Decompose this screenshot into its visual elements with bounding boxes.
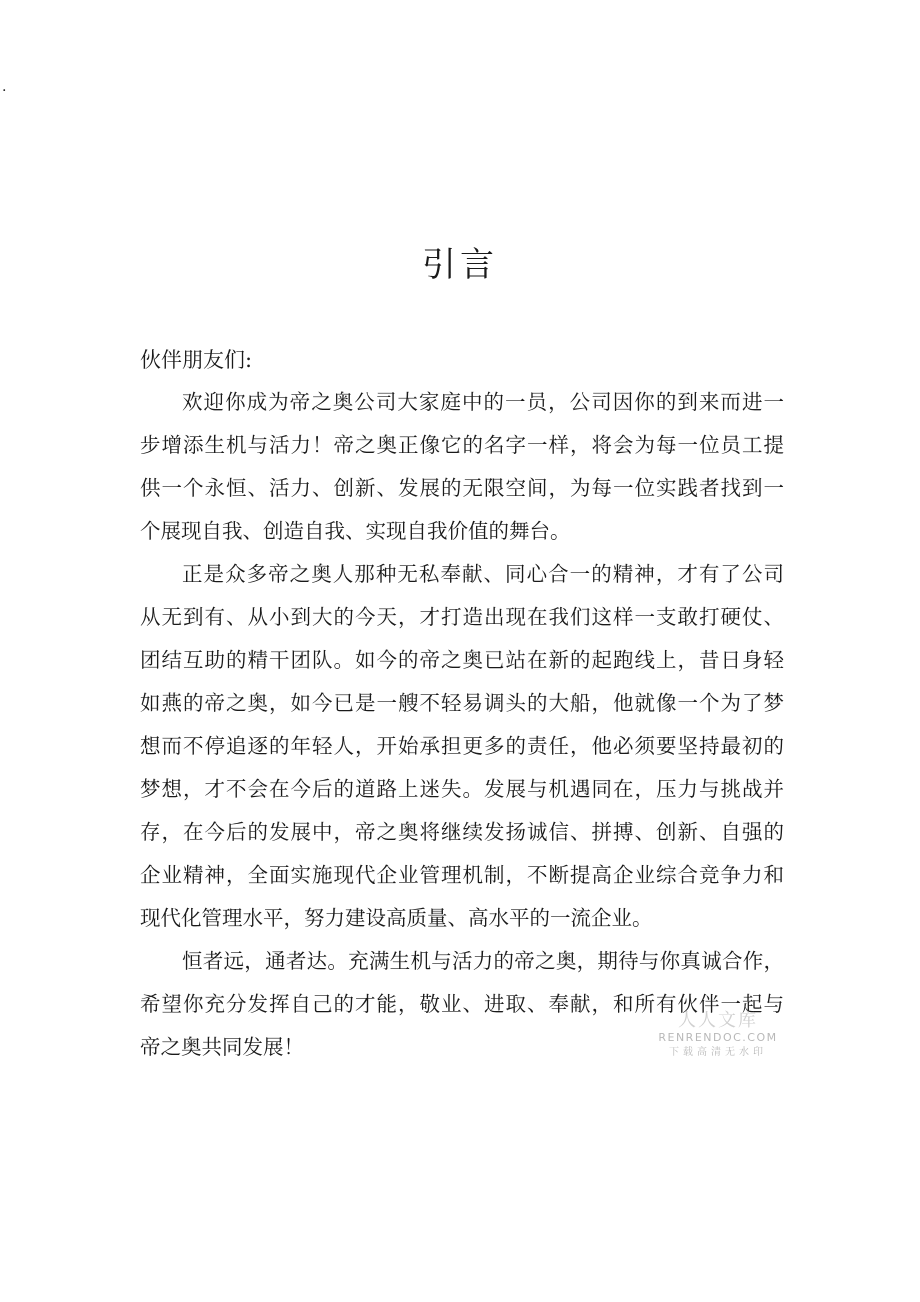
stray-mark: . (2, 79, 7, 95)
text-line: 梦想，才不会在今后的道路上迷失。发展与机遇同在，压力与挑战并 (140, 777, 784, 801)
body-text (140, 381, 784, 1069)
paragraph-closing (140, 940, 784, 1069)
text-line: 从无到有、从小到大的今天，才打造出现在我们这样一支敢打硬仗、 (140, 605, 784, 629)
paragraph-welcome (140, 381, 784, 553)
text-line: 想而不停追逐的年轻人，开始承担更多的责任，他必须要坚持最初的 (140, 734, 784, 758)
text-line: 企业精神，全面实施现代企业管理机制，不断提高企业综合竞争力和 (140, 863, 784, 887)
paragraph-history (140, 553, 784, 940)
greeting: 伙伴朋友们: (140, 348, 253, 372)
text-line: 步增添生机与活力！帝之奥正像它的名字一样，将会为每一位员工提 (140, 433, 784, 457)
text-line: 个展现自我、创造自我、实现自我价值的舞台。 (140, 519, 571, 543)
text-line: 正是众多帝之奥人那种无私奉献、同心合一的精神，才有了公司 (182, 562, 784, 586)
watermark-site: RENRENDOC.COM (658, 1031, 778, 1044)
text-line: 如燕的帝之奥，如今已是一艘不轻易调头的大船，他就像一个为了梦 (140, 691, 784, 715)
text-line: 供一个永恒、活力、创新、发展的无限空间，为每一位实践者找到一 (140, 476, 784, 500)
text-line: 团结互助的精干团队。如今的帝之奥已站在新的起跑线上，昔日身轻 (140, 648, 784, 672)
page-title: 引言 (422, 245, 498, 285)
text-line: 欢迎你成为帝之奥公司大家庭中的一员，公司因你的到来而进一 (182, 390, 784, 414)
text-line: 存，在今后的发展中，帝之奥将继续发扬诚信、拼搏、创新、自强的 (140, 820, 784, 844)
watermark-tagline: 下载高清无水印 (669, 1047, 767, 1058)
watermark-logo: 人人文库 (678, 1010, 758, 1031)
text-line: 现代化管理水平，努力建设高质量、高水平的一流企业。 (140, 906, 653, 930)
text-line: 帝之奥共同发展！ (140, 1035, 304, 1059)
text-line: 恒者远，通者达。充满生机与活力的帝之奥，期待与你真诚合作， (182, 949, 784, 973)
text-line: 希望你充分发挥自己的才能，敬业、进取、奉献，和所有伙伴一起与 (140, 992, 784, 1016)
